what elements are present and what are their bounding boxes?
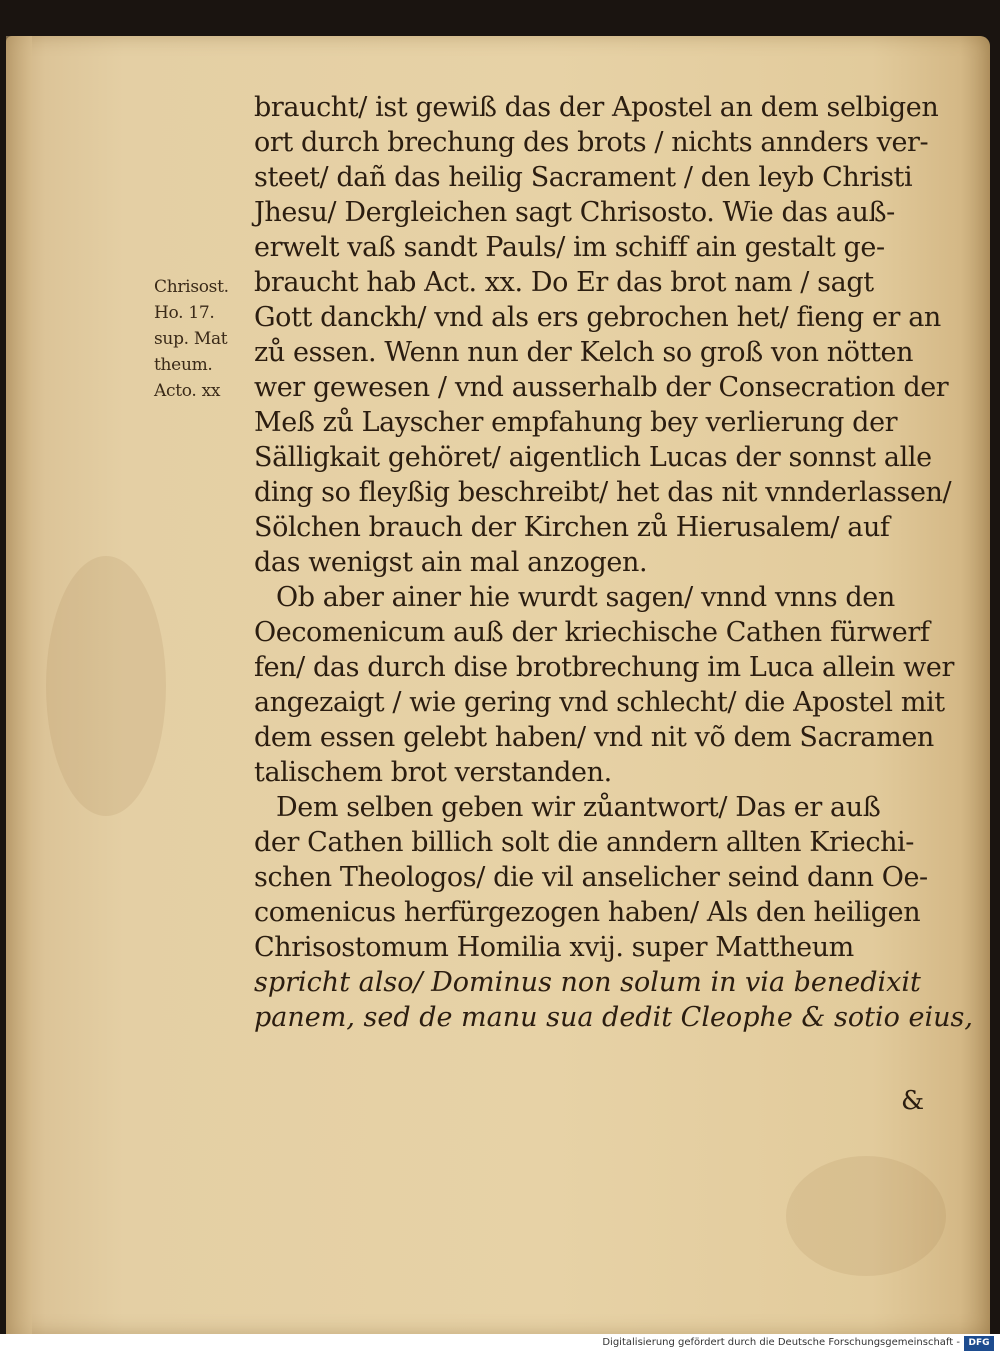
page-gutter bbox=[6, 36, 32, 1334]
text-line: Dem selben geben wir zůantwort/ Das er auß bbox=[276, 792, 881, 823]
text-line: angezaigt / wie gering vnd schlecht/ die Apostel mit bbox=[254, 687, 945, 718]
text-line: Jhesu/ Dergleichen sagt Chrisosto. Wie das auß- bbox=[254, 197, 895, 228]
text-line: braucht hab Act. xx. Do Er das brot nam / sagt bbox=[254, 267, 874, 298]
text-line: dem essen gelebt haben/ vnd nit võ dem Sacramen bbox=[254, 722, 934, 753]
book-page bbox=[6, 36, 990, 1334]
marginal-line: Ho. 17. bbox=[154, 303, 215, 323]
text-line: wer gewesen / vnd ausserhalb der Consecration der bbox=[254, 372, 949, 403]
marginal-note bbox=[154, 274, 254, 404]
funding-credit: Digitalisierung gefördert durch die Deutsche Forschungsgemeinschaft - bbox=[602, 1337, 960, 1348]
text-line: panem, sed de manu sua dedit Cleophe & sotio eius, bbox=[254, 1002, 973, 1033]
marginal-line: theum. bbox=[154, 355, 213, 375]
text-line: ort durch brechung des brots / nichts annders ver- bbox=[254, 127, 929, 158]
dfg-logo-icon: DFG bbox=[964, 1336, 994, 1351]
text-line: talischem brot verstanden. bbox=[254, 757, 612, 788]
marginal-line: Acto. xx bbox=[154, 381, 221, 401]
text-line: braucht/ ist gewiß das der Apostel an dem selbigen bbox=[254, 92, 939, 123]
text-line: ding so fleyßig beschreibt/ het das nit vnnderlassen/ bbox=[254, 477, 952, 508]
text-line: Sölchen brauch der Kirchen zů Hierusalem/ auf bbox=[254, 512, 890, 543]
text-line: das wenigst ain mal anzogen. bbox=[254, 547, 648, 578]
marginal-line: sup. Mat bbox=[154, 329, 228, 349]
text-line: Chrisostomum Homilia xvij. super Mattheum bbox=[254, 932, 854, 963]
text-line: der Cathen billich solt die anndern allten Kriechi- bbox=[254, 827, 915, 858]
text-line: Ob aber ainer hie wurdt sagen/ vnnd vnns den bbox=[276, 582, 895, 613]
main-text-block bbox=[254, 90, 973, 1035]
text-line: Oecomenicum auß der kriechische Cathen fürwerf bbox=[254, 617, 930, 648]
text-line: schen Theologos/ die vil anselicher seind dann Oe- bbox=[254, 862, 928, 893]
text-line: Gott danckh/ vnd als ers gebrochen het/ fieng er an bbox=[254, 302, 941, 333]
catchword: & bbox=[901, 1086, 925, 1116]
text-line: zů essen. Wenn nun der Kelch so groß von nötten bbox=[254, 337, 914, 368]
text-line: comenicus herfürgezogen haben/ Als den heiligen bbox=[254, 897, 921, 928]
text-line: Meß zů Layscher empfahung bey verlierung der bbox=[254, 407, 898, 438]
paper-stain bbox=[786, 1156, 946, 1276]
text-line: Sälligkait gehöret/ aigentlich Lucas der sonnst alle bbox=[254, 442, 932, 473]
footer-bar bbox=[0, 1334, 1000, 1354]
text-line: spricht also/ Dominus non solum in via benedixit bbox=[254, 967, 921, 998]
marginal-line: Chrisost. bbox=[154, 277, 229, 297]
text-line: fen/ das durch dise brotbrechung im Luca allein wer bbox=[254, 652, 954, 683]
text-line: steet/ dañ das heilig Sacrament / den leyb Christi bbox=[254, 162, 913, 193]
text-line: erwelt vaß sandt Pauls/ im schiff ain gestalt ge- bbox=[254, 232, 885, 263]
paper-stain bbox=[46, 556, 166, 816]
